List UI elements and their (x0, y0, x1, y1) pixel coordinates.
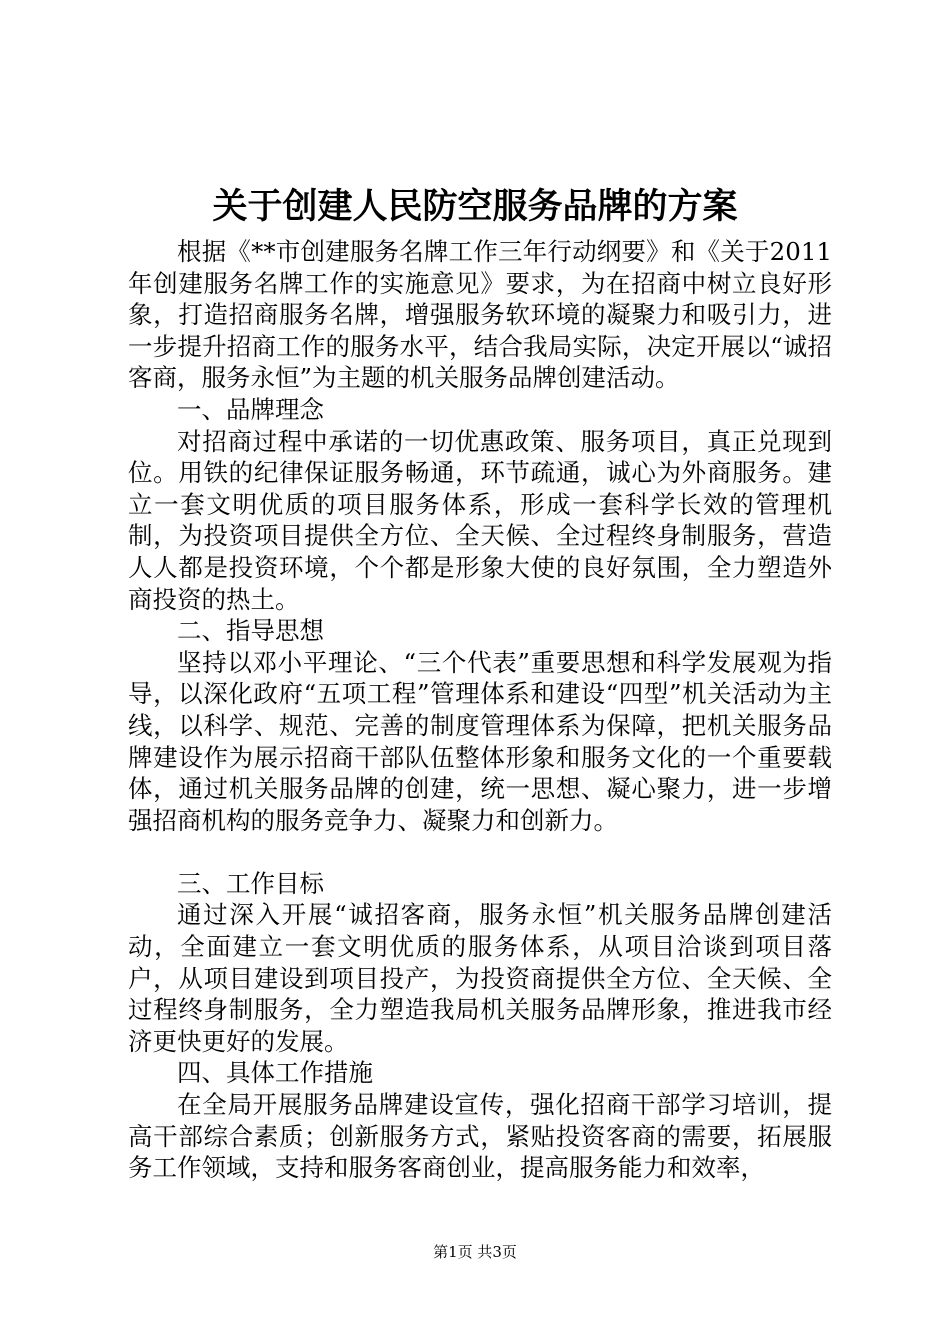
section-paragraph-1: 对招商过程中承诺的一切优惠政策、服务项目，真正兑现到位。用铁的纪律保证服务畅通，环节疏通，诚心为外商服务。建立一套文明优质的项目服务体系，形成一套科学长效的管理机制，为投资项目提供全方位、全天候、全过程终身制服务，营造人人都是投资环境，个个都是形象大使的良好氛围，全力塑造外商投资的热土。 (128, 426, 832, 614)
document-body (128, 236, 832, 1184)
page-footer: 第1页 共3页 (433, 1243, 517, 1261)
blank-line (128, 836, 832, 868)
section-heading-4: 四、具体工作措施 (177, 1058, 373, 1088)
section-heading-1: 一、品牌理念 (177, 394, 324, 424)
intro-paragraph: 根据《**市创建服务名牌工作三年行动纲要》和《关于2011年创建服务名牌工作的实施意见》要求，为在招商中树立良好形象，打造招商服务名牌，增强服务软环境的凝聚力和吸引力，进一步提升招商工作的服务水平，结合我局实际，决定开展以“诚招客商，服务永恒”为主题的机关服务品牌创建活动。 (128, 237, 832, 393)
section-paragraph-4: 在全局开展服务品牌建设宣传，强化招商干部学习培训，提高干部综合素质；创新服务方式，紧贴投资客商的需要，拓展服务工作领域，支持和服务客商创业，提高服务能力和效率， (128, 1090, 832, 1183)
section-paragraph-2: 坚持以邓小平理论、“三个代表”重要思想和科学发展观为指导，以深化政府“五项工程”管理体系和建设“四型”机关活动为主线，以科学、规范、完善的制度管理体系为保障，把机关服务品牌建设作为展示招商干部队伍整体形象和服务文化的一个重要载体，通过机关服务品牌的创建，统一思想、凝心聚力，进一步增强招商机构的服务竞争力、凝聚力和创新力。 (128, 647, 832, 835)
document-title: 关于创建人民防空服务品牌的方案 (212, 187, 738, 227)
section-paragraph-3: 通过深入开展“诚招客商，服务永恒”机关服务品牌创建活动，全面建立一套文明优质的服务体系，从项目洽谈到项目落户，从项目建设到项目投产，为投资商提供全方位、全天候、全过程终身制服务，全力塑造我局机关服务品牌形象，推进我市经济更快更好的发展。 (128, 900, 832, 1056)
section-heading-2: 二、指导思想 (177, 616, 324, 646)
section-heading-3: 三、工作目标 (177, 868, 324, 898)
